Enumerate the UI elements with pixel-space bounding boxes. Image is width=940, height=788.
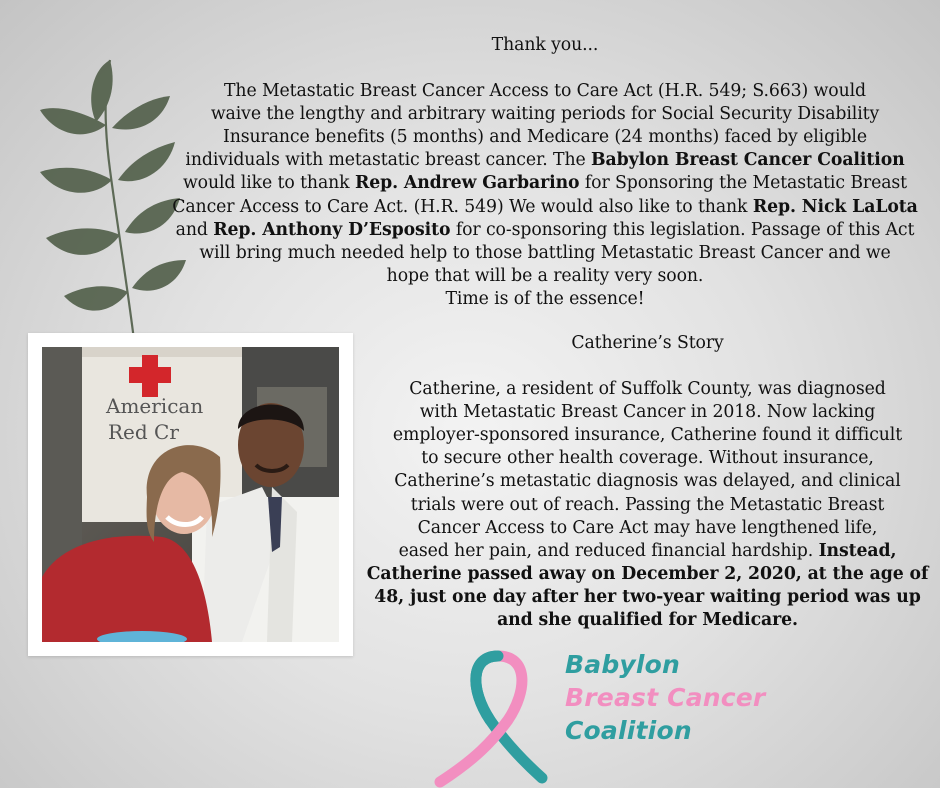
rep-lalota-bold: Rep. Nick LaLota <box>752 196 918 217</box>
intro-line <box>150 196 940 219</box>
story-text: eased her pain, and reduced financial hardship. <box>398 540 819 561</box>
story-text-block <box>355 332 940 632</box>
intro-text: individuals with metastatic breast cancer. The <box>185 150 592 171</box>
intro-line: Insurance benefits (5 months) and Medicare (24 months) faced by eligible <box>222 127 867 148</box>
story-line: employer-sponsored insurance, Catherine found it difficult <box>392 425 903 446</box>
awareness-ribbon-icon <box>430 650 560 788</box>
intro-line <box>150 219 940 242</box>
photo-frame <box>28 333 353 656</box>
story-line <box>355 540 940 563</box>
story-line: Cancer Access to Care Act may have lengthened life, <box>417 517 878 538</box>
story-bold-text: Instead, <box>818 540 897 561</box>
story-bold-text: and she qualified for Medicare. <box>497 610 798 631</box>
story-heading: Catherine’s Story <box>571 333 724 353</box>
rep-desposito-bold: Rep. Anthony D’Esposito <box>213 219 451 240</box>
logo-text-breast-cancer: Breast Cancer <box>565 683 766 712</box>
thank-you-heading: Thank you... <box>491 35 599 55</box>
time-of-essence-line: Time is of the essence! <box>445 288 645 309</box>
story-line: Catherine’s metastatic diagnosis was delayed, and clinical <box>394 471 901 492</box>
coalition-logo <box>430 650 770 788</box>
intro-line: hope that will be a reality very soon. <box>386 265 704 286</box>
intro-line <box>150 172 940 195</box>
story-bold-text: Catherine passed away on December 2, 2020, at the age of <box>366 563 929 584</box>
intro-line: will bring much needed help to those battling Metastatic Breast Cancer and we <box>199 242 891 263</box>
intro-line: waive the lengthy and arbitrary waiting periods for Social Security Disability <box>210 104 880 125</box>
story-bold-text: 48, just one day after her two-year waiting period was up <box>374 586 921 607</box>
intro-text: and <box>175 219 214 240</box>
intro-text: would like to thank <box>182 173 355 194</box>
sign-text-american: American <box>106 394 204 418</box>
story-line: with Metastatic Breast Cancer in 2018. Now lacking <box>419 402 876 423</box>
intro-text: Cancer Access to Care Act. (H.R. 549) We would also like to thank <box>172 196 753 217</box>
intro-line: The Metastatic Breast Cancer Access to Care Act (H.R. 549; S.663) would <box>223 81 866 102</box>
catherine-photo <box>42 347 339 642</box>
coalition-name-bold: Babylon Breast Cancer Coalition <box>591 150 905 171</box>
logo-text-babylon: Babylon <box>565 650 681 679</box>
logo-text-coalition: Coalition <box>565 716 692 745</box>
intro-text-block <box>150 34 940 311</box>
rep-garbarino-bold: Rep. Andrew Garbarino <box>354 173 580 194</box>
story-line <box>355 609 940 632</box>
sign-text-redcross: Red Cr <box>108 420 179 444</box>
intro-line <box>150 149 940 172</box>
story-line: Catherine, a resident of Suffolk County, was diagnosed <box>409 379 886 400</box>
story-line: to secure other health coverage. Without insurance, <box>421 448 874 469</box>
intro-text: for co-sponsoring this legislation. Passage of this Act <box>450 219 915 240</box>
story-line <box>355 563 940 586</box>
story-line: trials were out of reach. Passing the Metastatic Breast <box>410 494 885 515</box>
intro-text: for Sponsoring the Metastatic Breast <box>579 173 908 194</box>
story-line <box>355 586 940 609</box>
